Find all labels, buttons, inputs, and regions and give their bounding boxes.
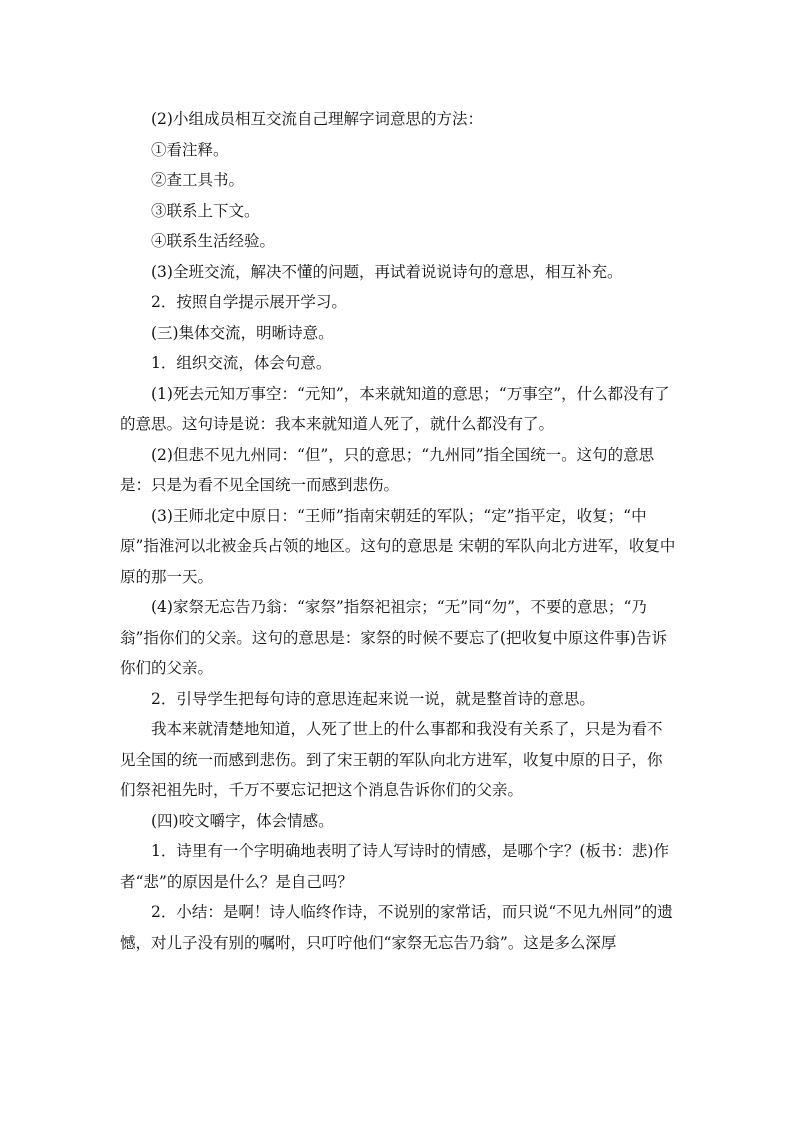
paragraph-line-4: (4)家祭无忘告乃翁：“家祭”指祭祀祖宗；“无”同“勿”，不要的意思；“乃翁”指你们的父亲。这句的意思是：家祭的时候不要忘了(把收复中原这件事)告诉你们的父亲。 [120,598,668,677]
paragraph-self-study: 2．按照自学提示展开学习。 [151,293,347,311]
paragraph-methods-heading: (2)小组成员相互交流自己理解字词意思的方法： [151,110,483,128]
paragraph-method-2: ②查工具书。 [151,171,245,189]
paragraph-connect-meaning: 2．引导学生把每句诗的意思连起来说一说，就是整首诗的意思。 [151,689,595,708]
paragraph-summary: 2．小结：是啊！诗人临终作诗，不说别的家常话，而只说“不见九州同”的遗憾，对儿子没有别的嘱咐，只叮咛他们“家祭无忘告乃翁”。这是多么深厚 [120,903,673,952]
paragraph-method-1: ①看注释。 [151,140,229,159]
paragraph-organize-exchange: 1．组织交流，体会句意。 [151,354,332,372]
paragraph-method-3: ③联系上下文。 [151,201,260,220]
paragraph-emotion-question: 1．诗里有一个字明确地表明了诗人写诗时的情感，是哪个字？(板书：悲)作者“悲”的原因是什么？是自己吗？ [120,842,669,891]
paragraph-line-2: (2)但悲不见九州同：“但”，只的意思；“九州同”指全国统一。这句的意思是：只是为看不见全国统一而感到悲伤。 [120,445,655,494]
document-body [120,104,676,958]
paragraph-section-four: (四)咬文嚼字，体会情感。 [151,811,334,830]
paragraph-whole-poem: 我本来就清楚地知道，人死了世上的什么事都和我没有关系了，只是为看不见全国的统一而感到悲伤。到了宋王朝的军队向北方进军，收复中原的日子，你们祭祀祖先时，千万不要忘记把这个消息告诉你们的父亲。 [120,720,663,799]
paragraph-class-exchange: (3)全班交流，解决不懂的问题，再试着说说诗句的意思，相互补充。 [151,262,623,281]
paragraph-line-1: (1)死去元知万事空：“元知”，本来就知道的意思；“万事空”，什么都没有了的意思。这句诗是说：我本来就知道人死了，就什么都没有了。 [120,384,670,433]
paragraph-method-4: ④联系生活经验。 [151,232,276,250]
paragraph-section-three: (三)集体交流，明晰诗意。 [151,323,334,342]
paragraph-line-3: (3)王师北定中原日：“王师”指南宋朝廷的军队；“定”指平定，收复；“中原”指淮河以北被金兵占领的地区。这句的意思是 宋朝的军队向北方进军，收复中原的那一天。 [120,506,676,586]
